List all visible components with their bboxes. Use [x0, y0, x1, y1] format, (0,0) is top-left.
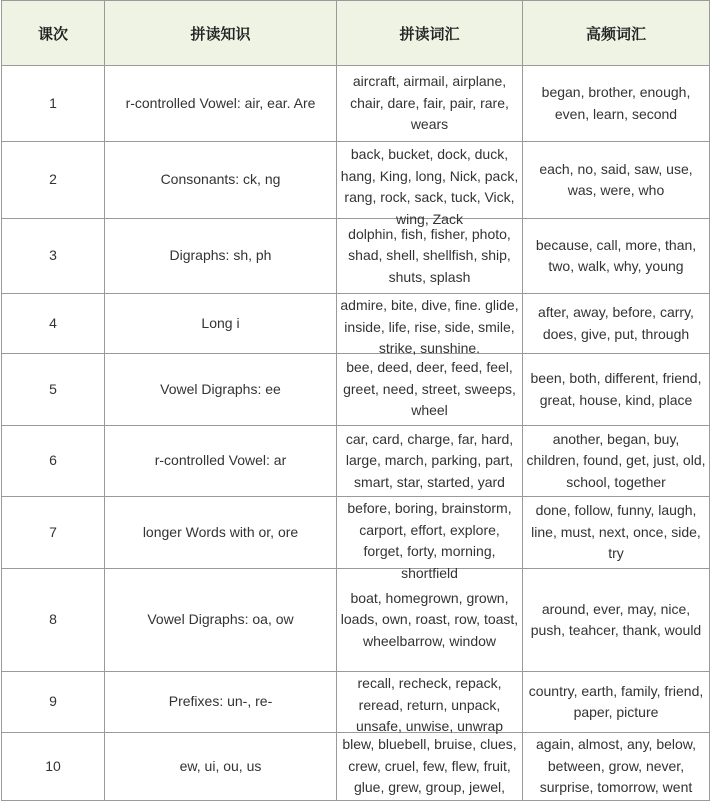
phonics-words: boat, homegrown, grown, loads, own, roast, row, toast, wheelbarrow, window: [340, 589, 519, 649]
lesson-number: 4: [2, 294, 105, 354]
lesson-number: 9: [2, 672, 105, 733]
phonics-words-cell: [337, 219, 523, 294]
phonics-words-cell: [337, 497, 523, 581]
lesson-number: 5: [2, 354, 105, 426]
high-frequency-words: after, away, before, carry, does, give, put, through: [538, 304, 694, 342]
phonics-words-cell: [337, 426, 523, 497]
phonics-knowledge: Vowel Digraphs: ee: [105, 354, 337, 426]
phonics-knowledge: Digraphs: sh, ph: [105, 219, 337, 294]
phonics-words: back, bucket, dock, duck, hang, King, long, Nick, pack, rang, rock, sack, tuck, Vick, wing, Zack: [340, 146, 519, 227]
high-frequency-words-cell: [523, 354, 710, 426]
phonics-words: recall, recheck, repack, reread, return, unpack, unsafe, unwise, unwrap: [355, 675, 504, 734]
phonics-words-cell: [337, 733, 523, 801]
table-row: [2, 142, 710, 219]
phonics-knowledge: longer Words with or, ore: [105, 497, 337, 569]
phonics-words-cell: [337, 142, 523, 227]
high-frequency-words: around, ever, may, nice, push, teahcer, thank, would: [530, 600, 702, 638]
phonics-words: bee, deed, deer, feed, feel, greet, need, street, sweeps, wheel: [343, 359, 516, 419]
high-frequency-words-cell: [523, 497, 710, 569]
phonics-words-cell: [337, 66, 523, 142]
phonics-words: before, boring, brainstorm, carport, effort, explore, forget, forty, morning, shortfield: [347, 500, 512, 581]
phonics-knowledge: Consonants: ck, ng: [105, 142, 337, 219]
high-frequency-words: another, began, buy, children, found, get, just, old, school, together: [526, 430, 706, 490]
phonics-knowledge: Prefixes: un-, re-: [105, 672, 337, 733]
table-row: [2, 219, 710, 294]
header-high-frequency-words: 高频词汇: [523, 1, 710, 66]
header-phonics-words: 拼读词汇: [337, 1, 523, 66]
phonics-knowledge: Long i: [105, 294, 337, 354]
phonics-words-cell: [337, 354, 523, 426]
high-frequency-words: began, brother, enough, even, learn, second: [541, 84, 691, 122]
table-row: [2, 733, 710, 801]
lesson-number: 3: [2, 219, 105, 294]
table-row: [2, 294, 710, 354]
high-frequency-words: country, earth, family, friend, paper, picture: [528, 682, 704, 720]
table-row: [2, 672, 710, 733]
phonics-knowledge: Vowel Digraphs: oa, ow: [105, 569, 337, 672]
high-frequency-words-cell: [523, 142, 710, 219]
header-phonics-knowledge: 拼读知识: [105, 1, 337, 66]
lesson-number: 2: [2, 142, 105, 219]
high-frequency-words: each, no, said, saw, use, was, were, who: [539, 160, 693, 198]
high-frequency-words-cell: [523, 733, 710, 801]
phonics-words: admire, bite, dive, fine. glide, inside, life, rise, side, smile, strike, sunshine.: [340, 297, 519, 356]
phonics-knowledge: r-controlled Vowel: ar: [105, 426, 337, 497]
lesson-number: 7: [2, 497, 105, 569]
vocabulary-table: [1, 0, 710, 801]
high-frequency-words-cell: [523, 294, 710, 354]
high-frequency-words: because, call, more, than, two, walk, why, young: [535, 236, 697, 274]
phonics-words: car, card, charge, far, hard, large, march, parking, part, smart, star, started, yard: [345, 430, 514, 490]
high-frequency-words: been, both, different, friend, great, house, kind, place: [530, 370, 702, 408]
table-row: [2, 497, 710, 569]
phonics-words: aircraft, airmail, airplane, chair, dare, fair, pair, rare, wears: [350, 73, 509, 133]
high-frequency-words-cell: [523, 569, 710, 672]
phonics-knowledge: ew, ui, ou, us: [105, 733, 337, 801]
table-row: [2, 569, 710, 672]
high-frequency-words-cell: [523, 672, 710, 733]
high-frequency-words-cell: [523, 66, 710, 142]
lesson-number: 1: [2, 66, 105, 142]
lesson-number: 8: [2, 569, 105, 672]
table-row: [2, 66, 710, 142]
table-row: [2, 354, 710, 426]
phonics-knowledge: r-controlled Vowel: air, ear. Are: [105, 66, 337, 142]
lesson-number: 10: [2, 733, 105, 801]
table-row: [2, 426, 710, 497]
phonics-words: blew, bluebell, bruise, clues, crew, cruel, few, flew, fruit, glue, grew, group, jewel,: [342, 736, 517, 795]
header-lesson: 课次: [2, 1, 105, 66]
high-frequency-words-cell: [523, 426, 710, 497]
phonics-words: dolphin, fish, fisher, photo, shad, shell, shellfish, ship, shuts, splash: [348, 225, 511, 285]
high-frequency-words: done, follow, funny, laugh, line, must, next, once, side, try: [531, 502, 701, 562]
lesson-number: 6: [2, 426, 105, 497]
high-frequency-words: again, almost, any, below, between, grow, never, surprise, tomorrow, went: [535, 736, 697, 795]
header-row: [2, 1, 710, 66]
phonics-words-cell: [337, 672, 523, 733]
high-frequency-words-cell: [523, 219, 710, 294]
phonics-words-cell: [337, 294, 523, 354]
